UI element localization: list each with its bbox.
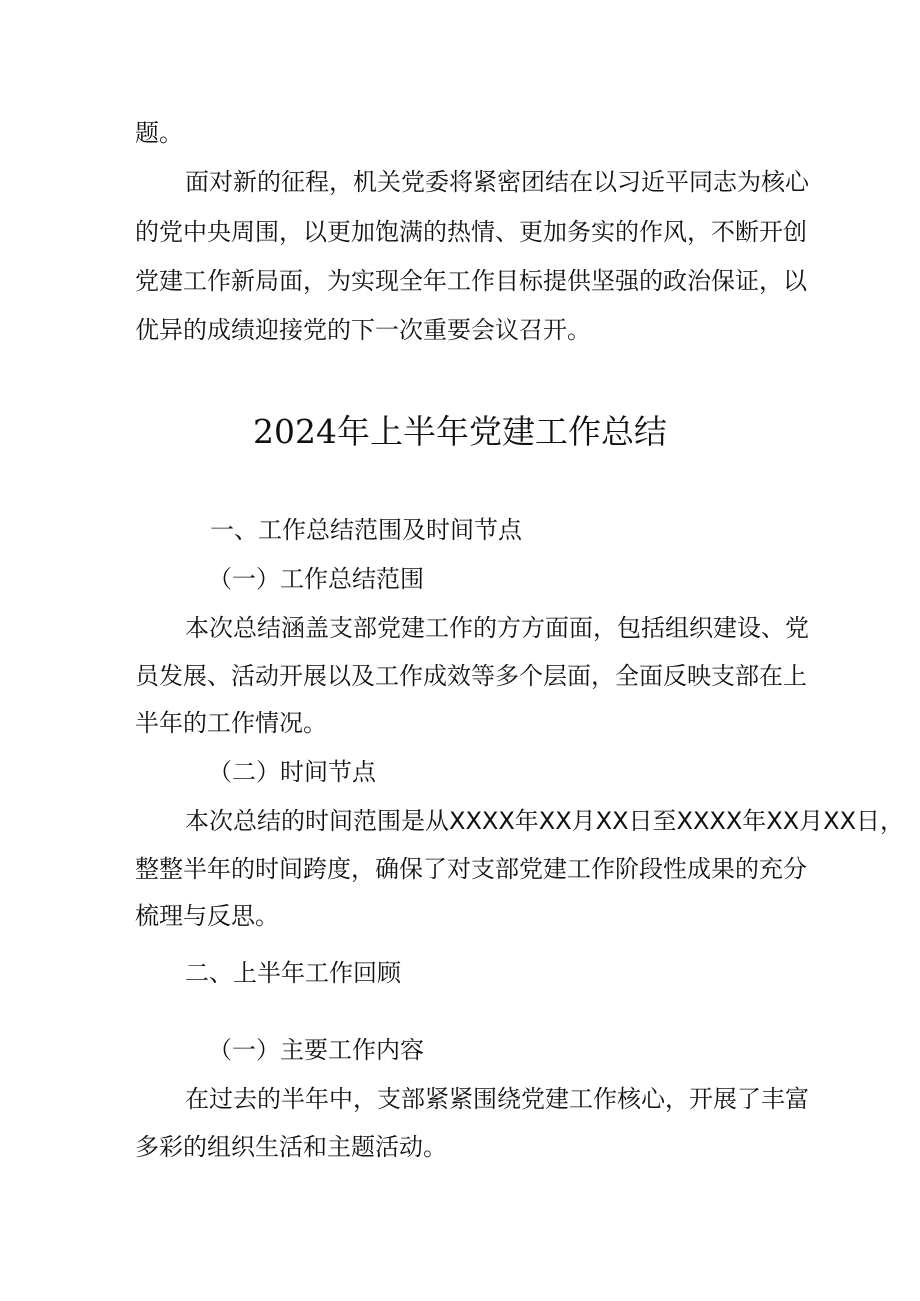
document-title: 2024年上半年党建工作总结	[253, 412, 667, 451]
section-heading-2: 二、上半年工作回顾	[185, 959, 401, 987]
paragraph-line: 本次总结涵盖支部党建工作的方方面面，包括组织建设、党	[185, 614, 809, 642]
subsection-heading-time: （二）时间节点	[208, 758, 376, 786]
paragraph-line: 党建工作新局面，为实现全年工作目标提供坚强的政治保证，以	[135, 267, 807, 295]
paragraph-line: 整整半年的时间跨度，确保了对支部党建工作阶段性成果的充分	[135, 855, 807, 883]
paragraph-line: 半年的工作情况。	[135, 709, 327, 737]
subsection-heading-main-work: （一）主要工作内容	[208, 1036, 424, 1064]
paragraph-line: 员发展、活动开展以及工作成效等多个层面，全面反映支部在上	[135, 662, 807, 690]
subsection-heading-scope: （一）工作总结范围	[208, 565, 424, 593]
paragraph-line: 优异的成绩迎接党的下一次重要会议召开。	[135, 316, 591, 344]
paragraph-line: 面对新的征程，机关党委将紧密团结在以习近平同志为核心	[185, 168, 809, 196]
paragraph-line: 多彩的组织生活和主题活动。	[135, 1133, 447, 1161]
paragraph-line: 的党中央周围，以更加饱满的热情、更加务实的作风，不断开创	[135, 218, 807, 246]
section-heading-1: 一、工作总结范围及时间节点	[210, 516, 522, 544]
previous-paragraph-tail: 题。	[135, 119, 183, 147]
paragraph-line: 本次总结的时间范围是从XXXX年XX月XX日至XXXX年XX月XX日，	[185, 807, 905, 835]
paragraph-line: 在过去的半年中，支部紧紧围绕党建工作核心，开展了丰富	[185, 1085, 809, 1113]
paragraph-line: 梳理与反思。	[135, 902, 279, 930]
